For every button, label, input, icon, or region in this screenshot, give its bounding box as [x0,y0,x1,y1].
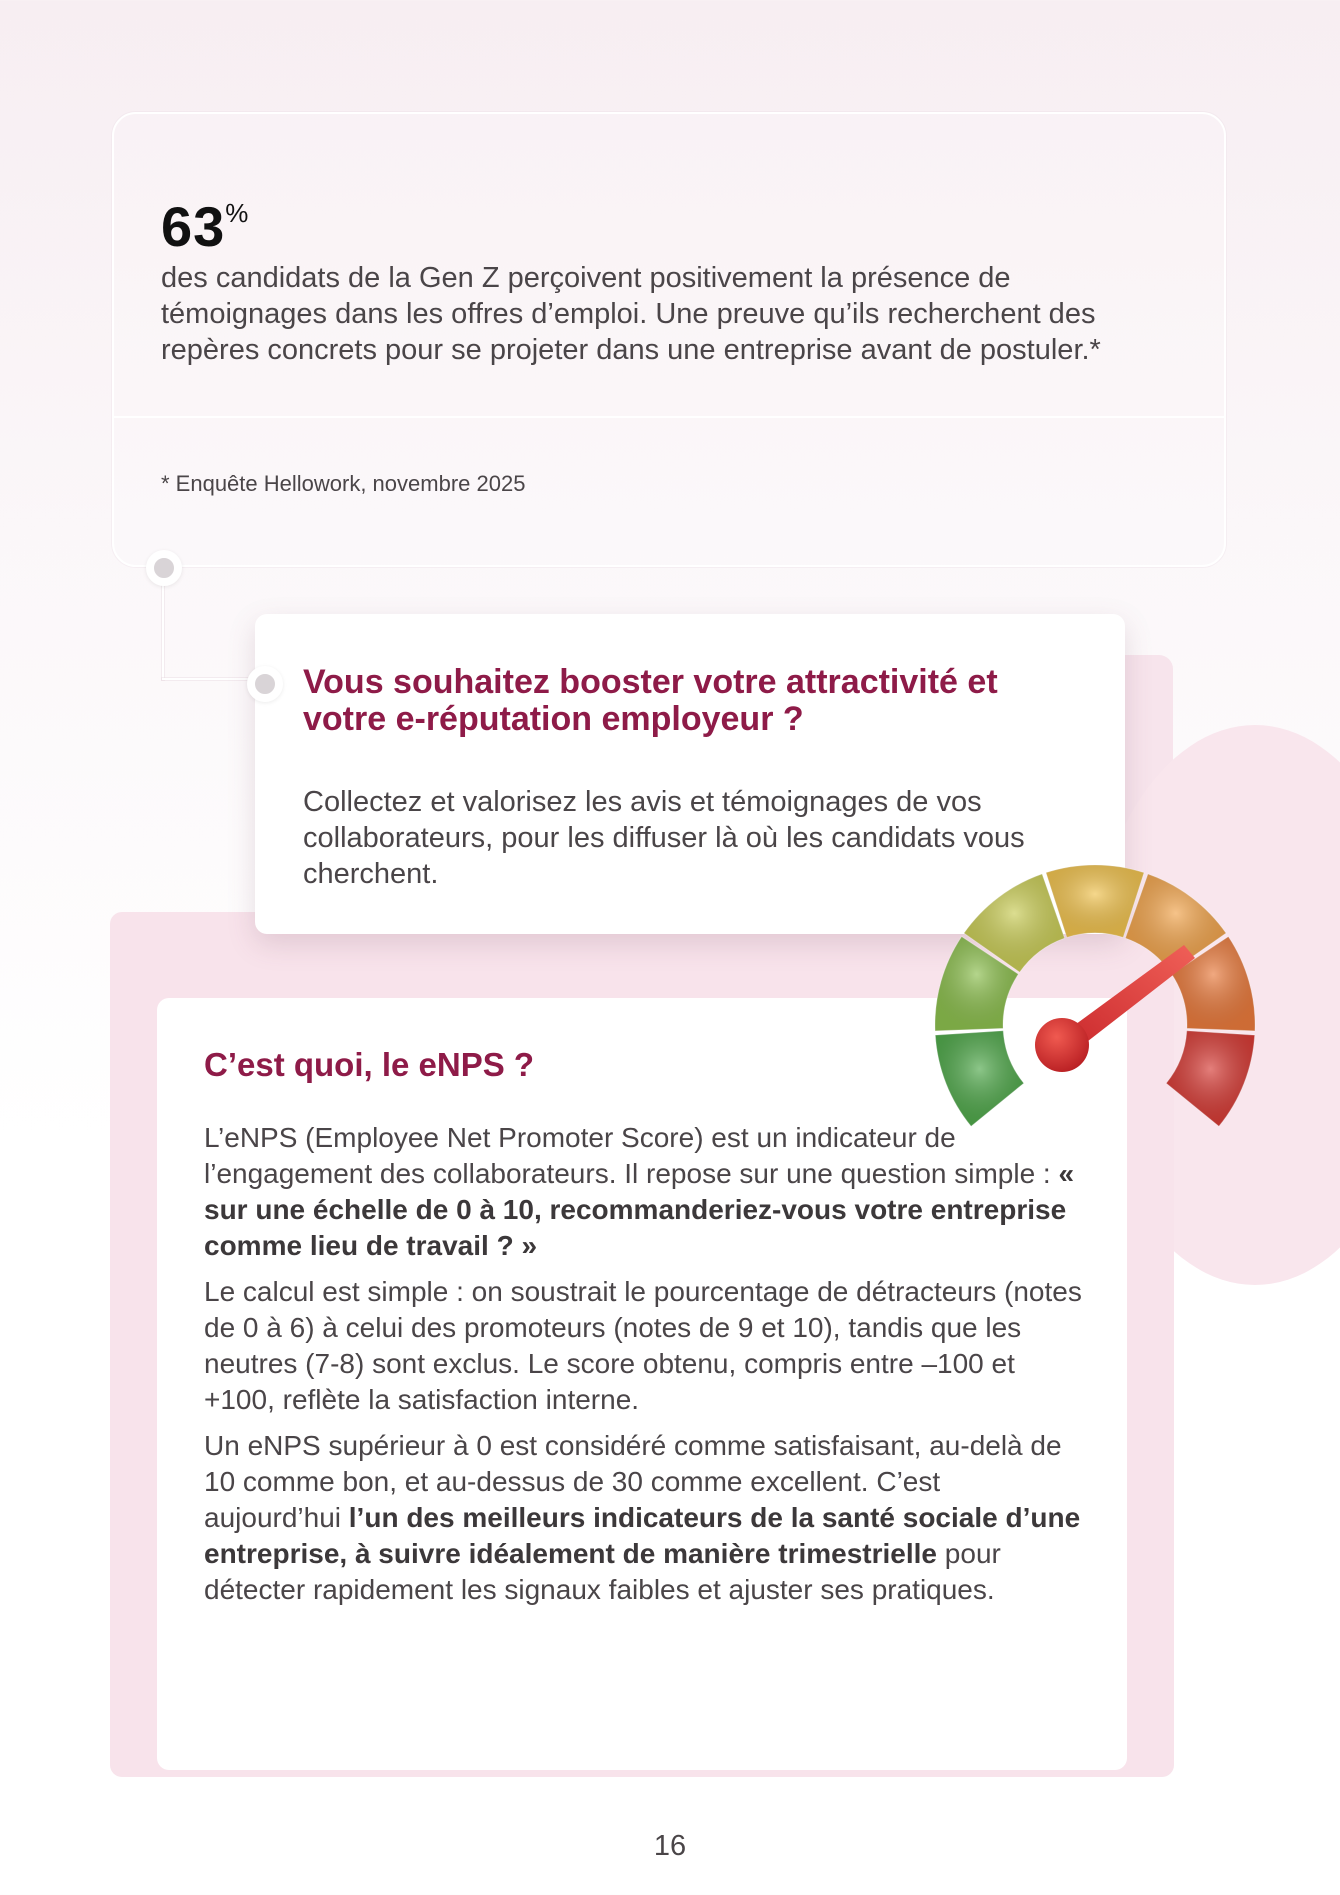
statistic-value: 63% [161,195,250,258]
enps-paragraph: Un eNPS supérieur à 0 est considéré comme satisfaisant, au-delà de 10 comme bon, et au-dessus de 30 comme excellent. C’est aujourd’hui l’un des meilleurs indicateurs de la santé sociale d’une entreprise, à suivre idéalement de manière trimestrielle pour détecter rapidement les signaux faibles et ajuster ses pratiques. [204,1430,1081,1605]
statistic-description: des candidats de la Gen Z perçoivent positivement la présence de témoignages dans les offres d’emploi. Une preuve qu’ils recherchent des repères concrets pour se projeter dans une entreprise avant de postuler.* [161,262,1101,366]
statistic-unit: % [225,198,250,229]
statistic-source: * Enquête Hellowork, novembre 2025 [161,471,526,496]
enps-body [204,1120,1084,1618]
divider [114,416,1224,418]
gauge-icon [905,845,1285,1170]
gauge-knob [1035,1018,1089,1072]
gauge-segment-shade [935,1031,1023,1126]
enps-paragraph: L’eNPS (Employee Net Promoter Score) est un indicateur de l’engagement des collaborateurs. Il repose sur une question simple : « sur une échelle de 0 à 10, recommanderiez-vous votre entreprise comme lieu de travail ? » [204,1122,1075,1261]
enps-title: C’est quoi, le eNPS ? [204,1046,535,1083]
cta-text: Collectez et valorisez les avis et témoignages de vos collaborateurs, pour les diffuser là où les candidats vous cherchent. [303,786,1025,890]
statistic-card [112,112,1226,567]
enps-paragraph: Le calcul est simple : on soustrait le pourcentage de détracteurs (notes de 0 à 6) à celui des promoteurs (notes de 9 et 10), tandis que les neutres (7-8) sont exclus. Le score obtenu, compris entre –100 et +100, reflète la satisfaction interne. [204,1276,1082,1415]
cta-title: Vous souhaitez booster votre attractivité et votre e-réputation employeur ? [303,663,998,738]
connector-node [146,550,182,586]
connector-node [247,666,283,702]
page-number: 16 [653,1830,687,1862]
gauge-segments [935,865,1255,1126]
gauge-segment-shade [1166,1031,1254,1126]
connector-line [162,678,252,680]
